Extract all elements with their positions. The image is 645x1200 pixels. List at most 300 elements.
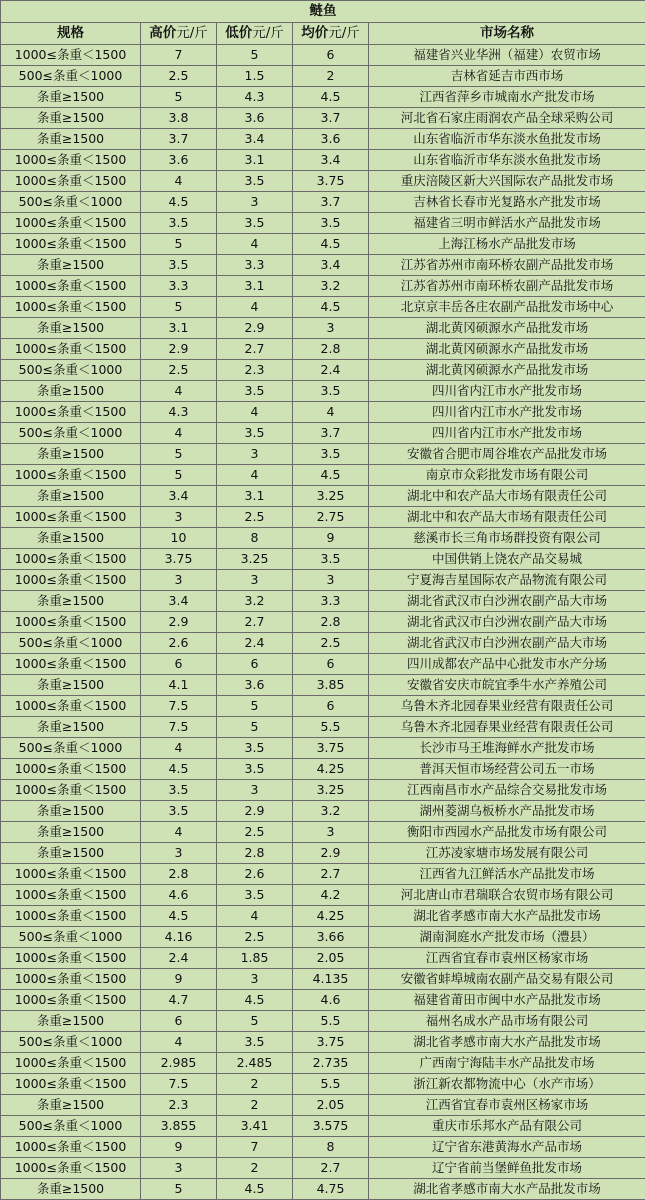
cell-low-price: 4 [217,402,293,423]
cell-market: 衡阳市西园水产品批发市场有限公司 [369,822,645,843]
cell-market: 湖北省武汉市白沙洲农副产品大市场 [369,633,645,654]
cell-spec: 条重≥1500 [1,1011,141,1032]
cell-avg-price: 2.9 [293,843,369,864]
cell-avg-price: 4.6 [293,990,369,1011]
cell-high-price: 7 [141,45,217,66]
cell-spec: 条重≥1500 [1,1179,141,1200]
cell-spec: 500≤条重＜1000 [1,423,141,444]
table-row [1,528,645,549]
cell-high-price: 2.9 [141,612,217,633]
cell-market: 湖北黄冈硕源水产品批发市场 [369,318,645,339]
cell-high-price: 3.5 [141,255,217,276]
cell-avg-price: 3.5 [293,213,369,234]
cell-high-price: 4.6 [141,885,217,906]
cell-high-price: 2.4 [141,948,217,969]
cell-spec: 1000≤条重＜1500 [1,780,141,801]
cell-high-price: 3.6 [141,150,217,171]
cell-low-price: 2.3 [217,360,293,381]
cell-low-price: 3.1 [217,276,293,297]
table-row [1,465,645,486]
cell-avg-price: 3.7 [293,108,369,129]
cell-low-price: 4.3 [217,87,293,108]
cell-spec: 500≤条重＜1000 [1,1032,141,1053]
cell-high-price: 3.1 [141,318,217,339]
cell-market: 吉林省长春市光复路水产批发市场 [369,192,645,213]
table-row [1,675,645,696]
cell-spec: 1000≤条重＜1500 [1,759,141,780]
cell-spec: 1000≤条重＜1500 [1,570,141,591]
cell-high-price: 4.5 [141,759,217,780]
table-row [1,1116,645,1137]
table-row [1,1179,645,1200]
cell-avg-price: 3.66 [293,927,369,948]
cell-high-price: 2.9 [141,339,217,360]
header-avg-label: 均价 [301,25,328,41]
table-row [1,696,645,717]
cell-spec: 1000≤条重＜1500 [1,213,141,234]
table-row [1,549,645,570]
table-row [1,1095,645,1116]
cell-spec: 1000≤条重＜1500 [1,339,141,360]
cell-low-price: 3.4 [217,129,293,150]
cell-high-price: 4.5 [141,192,217,213]
cell-high-price: 6 [141,1011,217,1032]
cell-market: 河北唐山市君瑞联合农贸市场有限公司 [369,885,645,906]
cell-spec: 1000≤条重＜1500 [1,1158,141,1179]
cell-avg-price: 3.6 [293,129,369,150]
cell-avg-price: 2.8 [293,339,369,360]
table-row [1,66,645,87]
cell-high-price: 7.5 [141,696,217,717]
cell-avg-price: 3.4 [293,150,369,171]
header-high-unit: 元/斤 [176,25,208,41]
cell-avg-price: 2 [293,66,369,87]
cell-avg-price: 2.05 [293,948,369,969]
cell-market: 江西省宜春市袁州区杨家市场 [369,1095,645,1116]
cell-market: 长沙市马王堆海鲜水产批发市场 [369,738,645,759]
cell-low-price: 2.7 [217,339,293,360]
cell-spec: 1000≤条重＜1500 [1,612,141,633]
cell-market: 广西南宁海陆丰水产品批发市场 [369,1053,645,1074]
header-high-label: 高价 [149,25,176,41]
cell-market: 湖州菱湖乌板桥水产品批发市场 [369,801,645,822]
cell-high-price: 2.985 [141,1053,217,1074]
cell-low-price: 3 [217,969,293,990]
cell-spec: 1000≤条重＜1500 [1,45,141,66]
cell-spec: 1000≤条重＜1500 [1,906,141,927]
cell-market: 湖北黄冈硕源水产品批发市场 [369,360,645,381]
cell-spec: 条重≥1500 [1,843,141,864]
cell-low-price: 5 [217,45,293,66]
cell-high-price: 3.75 [141,549,217,570]
cell-high-price: 9 [141,969,217,990]
cell-low-price: 1.5 [217,66,293,87]
cell-market: 重庆涪陵区新大兴国际农产品批发市场 [369,171,645,192]
table-row [1,927,645,948]
cell-high-price: 3.5 [141,780,217,801]
header-low-label: 低价 [225,25,252,41]
table-row [1,885,645,906]
cell-low-price: 2.485 [217,1053,293,1074]
table-row [1,360,645,381]
cell-high-price: 4.1 [141,675,217,696]
cell-market: 河北省石家庄雨润农产品全球采购公司 [369,108,645,129]
table-row [1,738,645,759]
cell-high-price: 5 [141,1179,217,1200]
cell-low-price: 3.5 [217,381,293,402]
cell-avg-price: 2.735 [293,1053,369,1074]
cell-low-price: 3.5 [217,213,293,234]
cell-market: 山东省临沂市华东淡水鱼批发市场 [369,150,645,171]
cell-low-price: 2.8 [217,843,293,864]
cell-market: 四川省内江市水产批发市场 [369,423,645,444]
table-row [1,213,645,234]
cell-high-price: 2.8 [141,864,217,885]
table-row [1,570,645,591]
table-row [1,129,645,150]
cell-market: 安徽省蚌埠城南农副产品交易有限公司 [369,969,645,990]
cell-avg-price: 2.5 [293,633,369,654]
cell-market: 湖北中和农产品大市场有限责任公司 [369,507,645,528]
table-row [1,1011,645,1032]
cell-high-price: 5 [141,234,217,255]
cell-market: 安徽省安庆市皖宜季牛水产养殖公司 [369,675,645,696]
table-row [1,969,645,990]
cell-spec: 500≤条重＜1000 [1,633,141,654]
table-row [1,948,645,969]
cell-spec: 条重≥1500 [1,108,141,129]
cell-spec: 条重≥1500 [1,801,141,822]
cell-high-price: 3.8 [141,108,217,129]
cell-avg-price: 3 [293,822,369,843]
table-row [1,507,645,528]
cell-high-price: 4 [141,822,217,843]
title-row [1,1,645,23]
header-avg-unit: 元/斤 [328,25,360,41]
cell-avg-price: 3.2 [293,276,369,297]
cell-market: 安徽省合肥市周谷堆农产品批发市场 [369,444,645,465]
cell-avg-price: 9 [293,528,369,549]
table-row [1,1074,645,1095]
cell-low-price: 4 [217,297,293,318]
cell-spec: 500≤条重＜1000 [1,360,141,381]
cell-high-price: 4 [141,738,217,759]
cell-low-price: 2.5 [217,927,293,948]
cell-spec: 条重≥1500 [1,444,141,465]
cell-high-price: 3.4 [141,486,217,507]
table-row [1,1158,645,1179]
cell-low-price: 2.6 [217,864,293,885]
table-row [1,171,645,192]
cell-avg-price: 6 [293,696,369,717]
cell-avg-price: 3.3 [293,591,369,612]
table-row [1,150,645,171]
cell-low-price: 7 [217,1137,293,1158]
cell-market: 江西南昌市水产品综合交易批发市场 [369,780,645,801]
cell-spec: 1000≤条重＜1500 [1,948,141,969]
cell-low-price: 2.4 [217,633,293,654]
cell-spec: 条重≥1500 [1,675,141,696]
cell-low-price: 5 [217,696,293,717]
cell-spec: 1000≤条重＜1500 [1,654,141,675]
cell-high-price: 2.3 [141,1095,217,1116]
cell-high-price: 3.5 [141,213,217,234]
cell-spec: 500≤条重＜1000 [1,738,141,759]
cell-spec: 条重≥1500 [1,717,141,738]
cell-high-price: 3.5 [141,801,217,822]
table-row [1,276,645,297]
table-row [1,192,645,213]
cell-low-price: 2 [217,1095,293,1116]
cell-avg-price: 5.5 [293,1074,369,1095]
table-row [1,906,645,927]
table-row [1,612,645,633]
cell-avg-price: 3.2 [293,801,369,822]
cell-high-price: 4.3 [141,402,217,423]
table-row [1,591,645,612]
table-row [1,381,645,402]
cell-high-price: 3.3 [141,276,217,297]
cell-avg-price: 2.7 [293,1158,369,1179]
cell-low-price: 3.5 [217,738,293,759]
cell-market: 江西省萍乡市城南水产批发市场 [369,87,645,108]
cell-market: 宁夏海吉星国际农产品物流有限公司 [369,570,645,591]
header-spec: 规格 [1,23,141,45]
cell-high-price: 2.5 [141,66,217,87]
cell-avg-price: 3.575 [293,1116,369,1137]
cell-low-price: 3 [217,570,293,591]
cell-avg-price: 3.4 [293,255,369,276]
cell-high-price: 3 [141,843,217,864]
cell-low-price: 4.5 [217,990,293,1011]
table-row [1,423,645,444]
cell-spec: 1000≤条重＜1500 [1,297,141,318]
cell-spec: 500≤条重＜1000 [1,927,141,948]
cell-high-price: 7.5 [141,717,217,738]
cell-spec: 1000≤条重＜1500 [1,969,141,990]
table-row [1,801,645,822]
cell-market: 南京市众彩批发市场有限公司 [369,465,645,486]
cell-market: 四川成都农产品中心批发市水产分场 [369,654,645,675]
header-market: 市场名称 [369,23,645,45]
cell-spec: 1000≤条重＜1500 [1,402,141,423]
cell-high-price: 4.7 [141,990,217,1011]
cell-avg-price: 3 [293,318,369,339]
table-row [1,234,645,255]
cell-high-price: 4.16 [141,927,217,948]
cell-low-price: 3.5 [217,885,293,906]
cell-avg-price: 4.25 [293,906,369,927]
cell-spec: 1000≤条重＜1500 [1,507,141,528]
cell-high-price: 9 [141,1137,217,1158]
cell-low-price: 2.5 [217,507,293,528]
cell-low-price: 3.5 [217,1032,293,1053]
cell-low-price: 2.7 [217,612,293,633]
table-row [1,864,645,885]
cell-market: 湖北省孝感市南大水产品批发市场 [369,1032,645,1053]
cell-high-price: 4 [141,171,217,192]
cell-low-price: 4 [217,234,293,255]
table-row [1,1053,645,1074]
cell-high-price: 2.5 [141,360,217,381]
cell-spec: 条重≥1500 [1,528,141,549]
cell-high-price: 4 [141,381,217,402]
cell-low-price: 3 [217,192,293,213]
cell-market: 江西省九江鲜活水产品批发市场 [369,864,645,885]
cell-avg-price: 4.2 [293,885,369,906]
cell-market: 湖南洞庭水产批发市场（澧县） [369,927,645,948]
table-row [1,759,645,780]
cell-avg-price: 3.5 [293,444,369,465]
cell-high-price: 5 [141,297,217,318]
cell-high-price: 3.855 [141,1116,217,1137]
cell-market: 吉林省延吉市西市场 [369,66,645,87]
cell-avg-price: 3.75 [293,1032,369,1053]
cell-spec: 1000≤条重＜1500 [1,885,141,906]
cell-market: 上海江杨水产品批发市场 [369,234,645,255]
cell-avg-price: 2.8 [293,612,369,633]
table-row [1,1137,645,1158]
header-high-price [141,23,217,45]
cell-low-price: 3.5 [217,423,293,444]
table-row [1,654,645,675]
cell-market: 辽宁省前当堡鲜鱼批发市场 [369,1158,645,1179]
table-title: 鲢鱼 [1,1,645,23]
cell-high-price: 4.5 [141,906,217,927]
table-row [1,87,645,108]
cell-low-price: 3.5 [217,759,293,780]
cell-avg-price: 3 [293,570,369,591]
cell-high-price: 7.5 [141,1074,217,1095]
cell-high-price: 2.6 [141,633,217,654]
cell-avg-price: 5.5 [293,1011,369,1032]
cell-market: 普洱天恒市场经营公司五一市场 [369,759,645,780]
cell-spec: 条重≥1500 [1,87,141,108]
cell-avg-price: 2.75 [293,507,369,528]
cell-low-price: 3.41 [217,1116,293,1137]
cell-market: 辽宁省东港黄海水产品市场 [369,1137,645,1158]
cell-market: 中国供销上饶农产品交易城 [369,549,645,570]
cell-avg-price: 4.135 [293,969,369,990]
table-row [1,108,645,129]
cell-spec: 1000≤条重＜1500 [1,864,141,885]
cell-low-price: 2.9 [217,318,293,339]
cell-market: 江苏省苏州市南环桥农副产品批发市场 [369,276,645,297]
cell-spec: 条重≥1500 [1,318,141,339]
cell-low-price: 4 [217,906,293,927]
cell-market: 北京京丰岳各庄农副产品批发市场中心 [369,297,645,318]
cell-low-price: 4 [217,465,293,486]
cell-market: 湖北中和农产品大市场有限责任公司 [369,486,645,507]
table-row [1,45,645,66]
cell-avg-price: 3.5 [293,549,369,570]
cell-high-price: 3.4 [141,591,217,612]
cell-avg-price: 2.05 [293,1095,369,1116]
cell-spec: 1000≤条重＜1500 [1,990,141,1011]
cell-spec: 条重≥1500 [1,129,141,150]
cell-market: 慈溪市长三角市场群投资有限公司 [369,528,645,549]
cell-high-price: 5 [141,444,217,465]
cell-high-price: 3.7 [141,129,217,150]
cell-spec: 1000≤条重＜1500 [1,234,141,255]
cell-avg-price: 3.25 [293,780,369,801]
cell-market: 乌鲁木齐北园春果业经营有限责任公司 [369,717,645,738]
cell-avg-price: 4.75 [293,1179,369,1200]
cell-low-price: 3.6 [217,108,293,129]
table-row [1,255,645,276]
cell-spec: 1000≤条重＜1500 [1,1137,141,1158]
cell-low-price: 3.1 [217,150,293,171]
cell-high-price: 4 [141,1032,217,1053]
cell-market: 江苏凌家塘市场发展有限公司 [369,843,645,864]
cell-market: 四川省内江市水产批发市场 [369,402,645,423]
cell-low-price: 2 [217,1158,293,1179]
cell-market: 四川省内江市水产批发市场 [369,381,645,402]
cell-market: 山东省临沂市华东淡水鱼批发市场 [369,129,645,150]
cell-market: 江西省宜春市袁州区杨家市场 [369,948,645,969]
table-row [1,318,645,339]
cell-low-price: 3.5 [217,171,293,192]
table-row [1,1032,645,1053]
cell-spec: 500≤条重＜1000 [1,66,141,87]
cell-avg-price: 6 [293,654,369,675]
cell-avg-price: 4.5 [293,87,369,108]
cell-spec: 1000≤条重＜1500 [1,1053,141,1074]
cell-avg-price: 4 [293,402,369,423]
cell-avg-price: 2.7 [293,864,369,885]
cell-spec: 条重≥1500 [1,255,141,276]
cell-low-price: 3.3 [217,255,293,276]
cell-low-price: 3 [217,444,293,465]
cell-spec: 500≤条重＜1000 [1,192,141,213]
cell-low-price: 3.2 [217,591,293,612]
cell-avg-price: 4.25 [293,759,369,780]
table-row [1,843,645,864]
cell-spec: 1000≤条重＜1500 [1,465,141,486]
cell-market: 福建省莆田市闽中水产品批发市场 [369,990,645,1011]
cell-market: 江苏省苏州市南环桥农副产品批发市场 [369,255,645,276]
table-row [1,633,645,654]
cell-high-price: 10 [141,528,217,549]
cell-market: 湖北省武汉市白沙洲农副产品大市场 [369,612,645,633]
cell-avg-price: 3.75 [293,738,369,759]
cell-market: 湖北黄冈硕源水产品批发市场 [369,339,645,360]
cell-market: 湖北省孝感市南大水产品批发市场 [369,1179,645,1200]
header-low-price [217,23,293,45]
cell-low-price: 3.6 [217,675,293,696]
cell-low-price: 3 [217,780,293,801]
cell-low-price: 6 [217,654,293,675]
cell-low-price: 5 [217,717,293,738]
cell-avg-price: 6 [293,45,369,66]
table-row [1,444,645,465]
table-row [1,486,645,507]
cell-high-price: 5 [141,465,217,486]
table-row [1,297,645,318]
cell-high-price: 3 [141,507,217,528]
cell-market: 乌鲁木齐北园春果业经营有限责任公司 [369,696,645,717]
cell-high-price: 3 [141,570,217,591]
cell-spec: 500≤条重＜1000 [1,1116,141,1137]
cell-spec: 1000≤条重＜1500 [1,150,141,171]
cell-avg-price: 3.85 [293,675,369,696]
table-row [1,339,645,360]
cell-market: 湖北省武汉市白沙洲农副产品大市场 [369,591,645,612]
cell-avg-price: 2.4 [293,360,369,381]
header-low-unit: 元/斤 [252,25,284,41]
cell-avg-price: 3.7 [293,192,369,213]
cell-low-price: 2.9 [217,801,293,822]
